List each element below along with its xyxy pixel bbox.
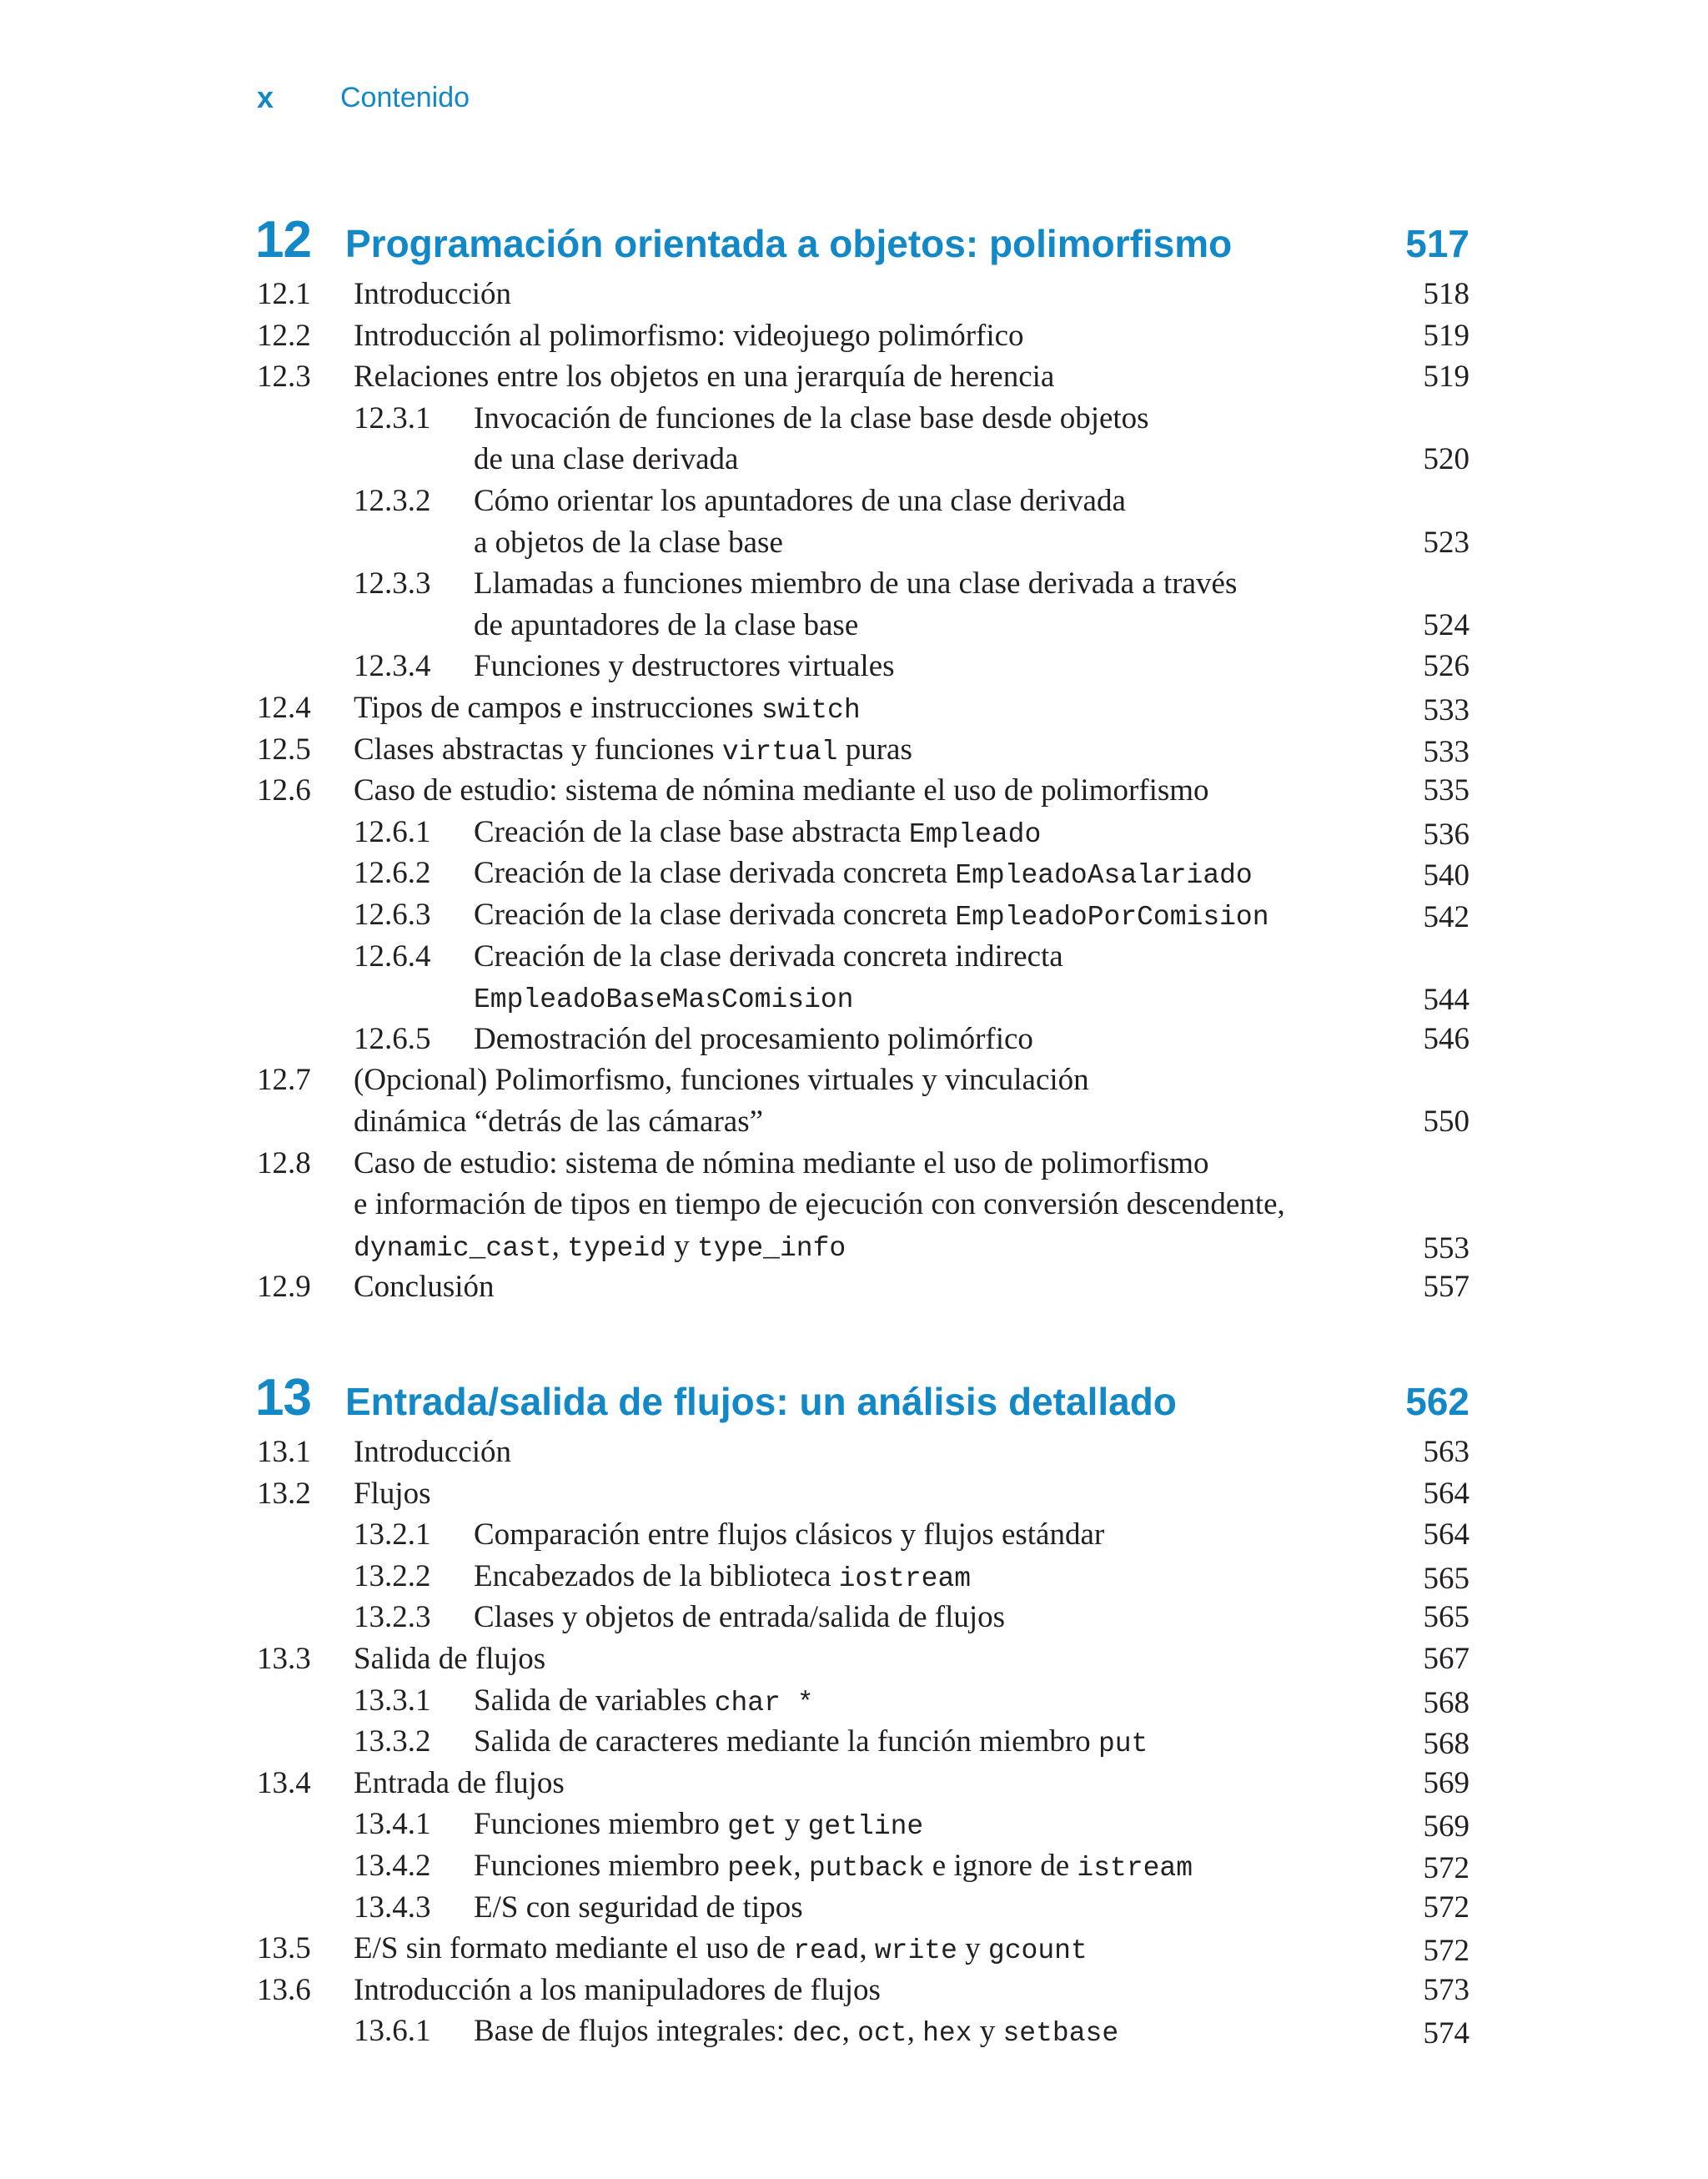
page-number: x <box>257 80 274 114</box>
code-term: read <box>793 1935 860 1967</box>
section-title <box>354 1845 1469 1890</box>
title-text: Creación de la clase base abstracta <box>474 814 909 849</box>
section-number: 12.6.4 <box>354 939 431 974</box>
toc-entry <box>354 1804 1469 1848</box>
section-page: 568 <box>1423 1727 1469 1762</box>
code-term: EmpleadoPorComision <box>955 902 1269 933</box>
section-number: 13.4.3 <box>354 1890 431 1925</box>
section-title <box>354 2010 1469 2055</box>
code-term: switch <box>761 695 861 726</box>
section-title <box>354 1597 1469 1638</box>
section-title <box>354 1887 1469 1929</box>
title-text: Comparación entre flujos clásicos y flujos estándar <box>474 1517 1105 1552</box>
section-number: 12.3.3 <box>354 566 431 601</box>
section-number: 12.7 <box>257 1063 311 1098</box>
code-term: putback <box>808 1853 925 1884</box>
section-page: 565 <box>1423 1561 1469 1596</box>
title-text: y <box>776 1807 808 1842</box>
code-term: peek <box>727 1853 794 1884</box>
section-page: 518 <box>1423 277 1469 311</box>
section-number: 13.3.2 <box>354 1724 431 1759</box>
section-title <box>354 563 1469 646</box>
section-title <box>257 1473 1469 1515</box>
toc-entry <box>354 1887 1469 1929</box>
title-text: Introducción a los manipuladores de flujos <box>354 1972 881 2007</box>
toc-entry <box>354 398 1469 481</box>
title-text: y <box>957 1931 988 1966</box>
title-text: Clases abstractas y funciones <box>354 732 722 767</box>
chapter-title: Programación orientada a objetos: polimorfismo <box>345 222 1233 265</box>
section-title <box>354 1804 1469 1848</box>
title-text: , <box>841 2014 858 2049</box>
section-page: 574 <box>1423 2016 1469 2051</box>
code-term: virtual <box>721 736 838 767</box>
section-title <box>257 356 1469 398</box>
toc-entry <box>354 894 1469 939</box>
section-title <box>354 1721 1469 1765</box>
code-term: setbase <box>1002 2018 1119 2050</box>
title-text: , <box>907 2014 923 2049</box>
section-title <box>257 729 1469 773</box>
section-page: 535 <box>1423 773 1469 808</box>
code-term: hex <box>922 2018 972 2050</box>
title-text: Invocación de funciones de la clase base desde objetos de una clase derivada <box>474 400 1149 477</box>
section-number: 13.4.2 <box>354 1849 431 1883</box>
section-title <box>354 398 1469 481</box>
section-page: 572 <box>1423 1851 1469 1885</box>
title-text: Funciones miembro <box>474 1849 728 1883</box>
code-term: char * <box>714 1687 814 1719</box>
title-text: y <box>666 1228 697 1263</box>
title-text: Conclusión <box>354 1270 495 1305</box>
title-text: Demostración del procesamiento polimórfico <box>474 1021 1033 1056</box>
section-page: 569 <box>1423 1809 1469 1844</box>
toc-entry <box>354 853 1469 897</box>
toc-entry <box>354 1680 1469 1724</box>
section-number: 13.2.2 <box>354 1558 431 1593</box>
toc-entry <box>257 1928 1469 1972</box>
section-title <box>354 1019 1469 1060</box>
running-header <box>257 77 470 118</box>
code-term: Empleado <box>908 818 1042 850</box>
toc-entry <box>257 1059 1469 1142</box>
section-page: 557 <box>1423 1270 1469 1305</box>
code-term: write <box>874 1935 957 1967</box>
toc-entry <box>257 1143 1469 1270</box>
toc-entry <box>257 274 1469 315</box>
section-page: 544 <box>1423 983 1469 1018</box>
section-number: 12.1 <box>257 277 311 311</box>
toc-entry <box>354 812 1469 856</box>
toc-entry <box>354 646 1469 687</box>
toc-entry <box>257 687 1469 732</box>
code-term: dynamic_cast <box>354 1232 552 1264</box>
section-page: 524 <box>1423 607 1469 642</box>
section-number: 13.2 <box>257 1476 311 1511</box>
section-title <box>354 812 1469 856</box>
toc-entry <box>257 1763 1469 1804</box>
toc-entry <box>354 1019 1469 1060</box>
section-title <box>354 481 1469 563</box>
section-number: 13.2.3 <box>354 1600 431 1635</box>
section-number: 12.9 <box>257 1270 311 1305</box>
section-page: 533 <box>1423 734 1469 769</box>
title-text: E/S sin formato mediante el uso de <box>354 1931 794 1966</box>
title-text: Introducción <box>354 1435 512 1469</box>
section-title <box>257 1970 1469 2011</box>
section-title <box>354 936 1469 1021</box>
title-text: y <box>972 2014 1003 2049</box>
toc-entry <box>354 563 1469 646</box>
section-number: 13.4.1 <box>354 1807 431 1842</box>
title-text: Creación de la clase derivada concreta <box>474 898 956 932</box>
section-number: 12.6.2 <box>354 856 431 891</box>
section-title <box>257 1928 1469 1972</box>
section-page: 542 <box>1423 900 1469 934</box>
toc-entry <box>257 729 1469 773</box>
toc-entry <box>257 315 1469 357</box>
title-text: , <box>551 1228 568 1263</box>
code-term: gcount <box>987 1935 1088 1967</box>
title-text: Funciones miembro <box>474 1807 728 1842</box>
section-title <box>354 1556 1469 1600</box>
title-text: Creación de la clase derivada concreta <box>474 856 956 891</box>
section-page: 572 <box>1423 1934 1469 1969</box>
section-title <box>257 770 1469 812</box>
toc-entry <box>354 1597 1469 1638</box>
section-number: 13.4 <box>257 1765 311 1800</box>
toc-entry <box>257 1970 1469 2011</box>
section-number: 12.6.1 <box>354 814 431 849</box>
code-term: get <box>727 1811 777 1843</box>
title-text: Introducción al polimorfismo: videojuego polimórfico <box>354 318 1024 353</box>
code-term: istream <box>1077 1853 1193 1884</box>
section-page: 540 <box>1423 858 1469 893</box>
section-number: 12.8 <box>257 1145 311 1180</box>
section-title <box>257 1266 1469 1308</box>
section-number: 12.3.1 <box>354 400 431 435</box>
title-text: , <box>793 1849 809 1883</box>
title-text: Caso de estudio: sistema de nómina mediante el uso de polimorfismo e información de tipos en tiempo de ejecución con conversión descendente, <box>354 1145 1285 1222</box>
title-text: Relaciones entre los objetos en una jerarquía de herencia <box>354 360 1055 395</box>
title-text: E/S con seguridad de tipos <box>474 1890 803 1925</box>
toc-entry <box>257 1266 1469 1308</box>
chapter-heading <box>255 1368 1469 1435</box>
code-term: iostream <box>838 1563 972 1594</box>
toc-entry <box>354 936 1469 1021</box>
section-page: 536 <box>1423 817 1469 852</box>
section-page: 564 <box>1423 1517 1469 1552</box>
section-page: 533 <box>1423 693 1469 727</box>
title-text: Base de flujos integrales: <box>474 2014 793 2049</box>
code-term: EmpleadoBaseMasComision <box>474 984 854 1016</box>
section-page: 567 <box>1423 1642 1469 1676</box>
section-number: 13.3 <box>257 1642 311 1676</box>
toc-entry <box>354 2010 1469 2055</box>
section-title <box>257 315 1469 357</box>
title-text: Caso de estudio: sistema de nómina mediante el uso de polimorfismo <box>354 773 1209 808</box>
section-title <box>257 1432 1469 1473</box>
section-number: 12.5 <box>257 732 311 767</box>
title-text: Cómo orientar los apuntadores de una clase derivada a objetos de la clase base <box>474 484 1126 560</box>
section-page: 572 <box>1423 1890 1469 1925</box>
section-page: 519 <box>1423 318 1469 353</box>
title-text: Creación de la clase derivada concreta indirecta <box>474 939 1063 974</box>
section-number: 13.6 <box>257 1972 311 2007</box>
section-title <box>354 894 1469 939</box>
section-title <box>257 274 1469 315</box>
toc-entry <box>354 1514 1469 1556</box>
title-text: puras <box>837 732 912 767</box>
section-number: 12.6.5 <box>354 1021 431 1056</box>
section-number: 13.5 <box>257 1931 311 1966</box>
section-number: 12.6.3 <box>354 898 431 932</box>
toc-entry <box>354 481 1469 563</box>
section-title <box>257 1763 1469 1804</box>
section-number: 12.3.4 <box>354 649 431 684</box>
section-page: 568 <box>1423 1685 1469 1720</box>
section-page: 523 <box>1423 525 1469 560</box>
section-number: 12.4 <box>257 691 311 725</box>
section-number: 12.6 <box>257 773 311 808</box>
section-number: 13.6.1 <box>354 2014 431 2049</box>
section-page: 563 <box>1423 1435 1469 1469</box>
section-number: 13.2.1 <box>354 1517 431 1552</box>
section-number: 12.3.2 <box>354 484 431 518</box>
chapter-heading <box>255 210 1469 277</box>
section-page: 519 <box>1423 360 1469 395</box>
title-text: Llamadas a funciones miembro de una clase derivada a través de apuntadores de la clase base <box>474 566 1238 642</box>
title-text: Tipos de campos e instrucciones <box>354 691 761 725</box>
section-number: 13.3.1 <box>354 1683 431 1718</box>
code-term: dec <box>792 2018 842 2050</box>
toc-entry <box>354 1556 1469 1600</box>
toc-entry <box>257 356 1469 398</box>
title-text: Flujos <box>354 1476 431 1511</box>
toc-entry <box>257 1473 1469 1515</box>
title-text: Introducción <box>354 277 512 311</box>
section-title <box>354 853 1469 897</box>
running-title: Contenido <box>340 81 470 113</box>
code-term: typeid <box>567 1232 666 1264</box>
chapter-number: 13 <box>255 1369 311 1427</box>
section-number: 13.1 <box>257 1435 311 1469</box>
title-text: Salida de flujos <box>354 1642 546 1676</box>
section-title <box>257 1059 1469 1142</box>
section-page: 569 <box>1423 1765 1469 1800</box>
section-page: 564 <box>1423 1476 1469 1511</box>
section-title <box>354 1680 1469 1724</box>
section-page: 573 <box>1423 1972 1469 2007</box>
code-term: type_info <box>696 1232 846 1264</box>
chapter-page: 562 <box>1405 1380 1469 1423</box>
code-term: EmpleadoAsalariado <box>955 860 1253 892</box>
title-text: Salida de variables <box>474 1683 715 1718</box>
section-title <box>257 1143 1469 1270</box>
code-term: oct <box>857 2018 907 2050</box>
chapter-number: 12 <box>255 211 311 269</box>
section-page: 550 <box>1423 1104 1469 1139</box>
section-number: 12.3 <box>257 360 311 395</box>
chapter-page: 517 <box>1405 222 1469 265</box>
toc-entry <box>257 1432 1469 1473</box>
chapter-title: Entrada/salida de flujos: un análisis detallado <box>345 1380 1177 1423</box>
section-page: 546 <box>1423 1021 1469 1056</box>
code-term: put <box>1098 1729 1148 1760</box>
section-title <box>354 1514 1469 1556</box>
title-text: (Opcional) Polimorfismo, funciones virtuales y vinculación dinámica “detrás de las cámaras” <box>354 1063 1089 1139</box>
title-text: Entrada de flujos <box>354 1765 565 1800</box>
toc-entry <box>257 770 1469 812</box>
section-page: 565 <box>1423 1600 1469 1635</box>
section-page: 553 <box>1423 1230 1469 1266</box>
section-title <box>257 1638 1469 1680</box>
section-title <box>257 687 1469 732</box>
section-title <box>354 646 1469 687</box>
section-page: 520 <box>1423 442 1469 477</box>
title-text: Encabezados de la biblioteca <box>474 1558 839 1593</box>
title-text: , <box>859 1931 875 1966</box>
title-text: e ignore de <box>924 1849 1078 1883</box>
title-text: Funciones y destructores virtuales <box>474 649 895 684</box>
toc-entry <box>257 1638 1469 1680</box>
title-text: Salida de caracteres mediante la función miembro <box>474 1724 1098 1759</box>
section-number: 12.2 <box>257 318 311 353</box>
toc-entry <box>354 1845 1469 1890</box>
code-term: getline <box>807 1811 924 1843</box>
section-page: 526 <box>1423 649 1469 684</box>
title-text: Clases y objetos de entrada/salida de flujos <box>474 1600 1006 1635</box>
toc-entry <box>354 1721 1469 1765</box>
